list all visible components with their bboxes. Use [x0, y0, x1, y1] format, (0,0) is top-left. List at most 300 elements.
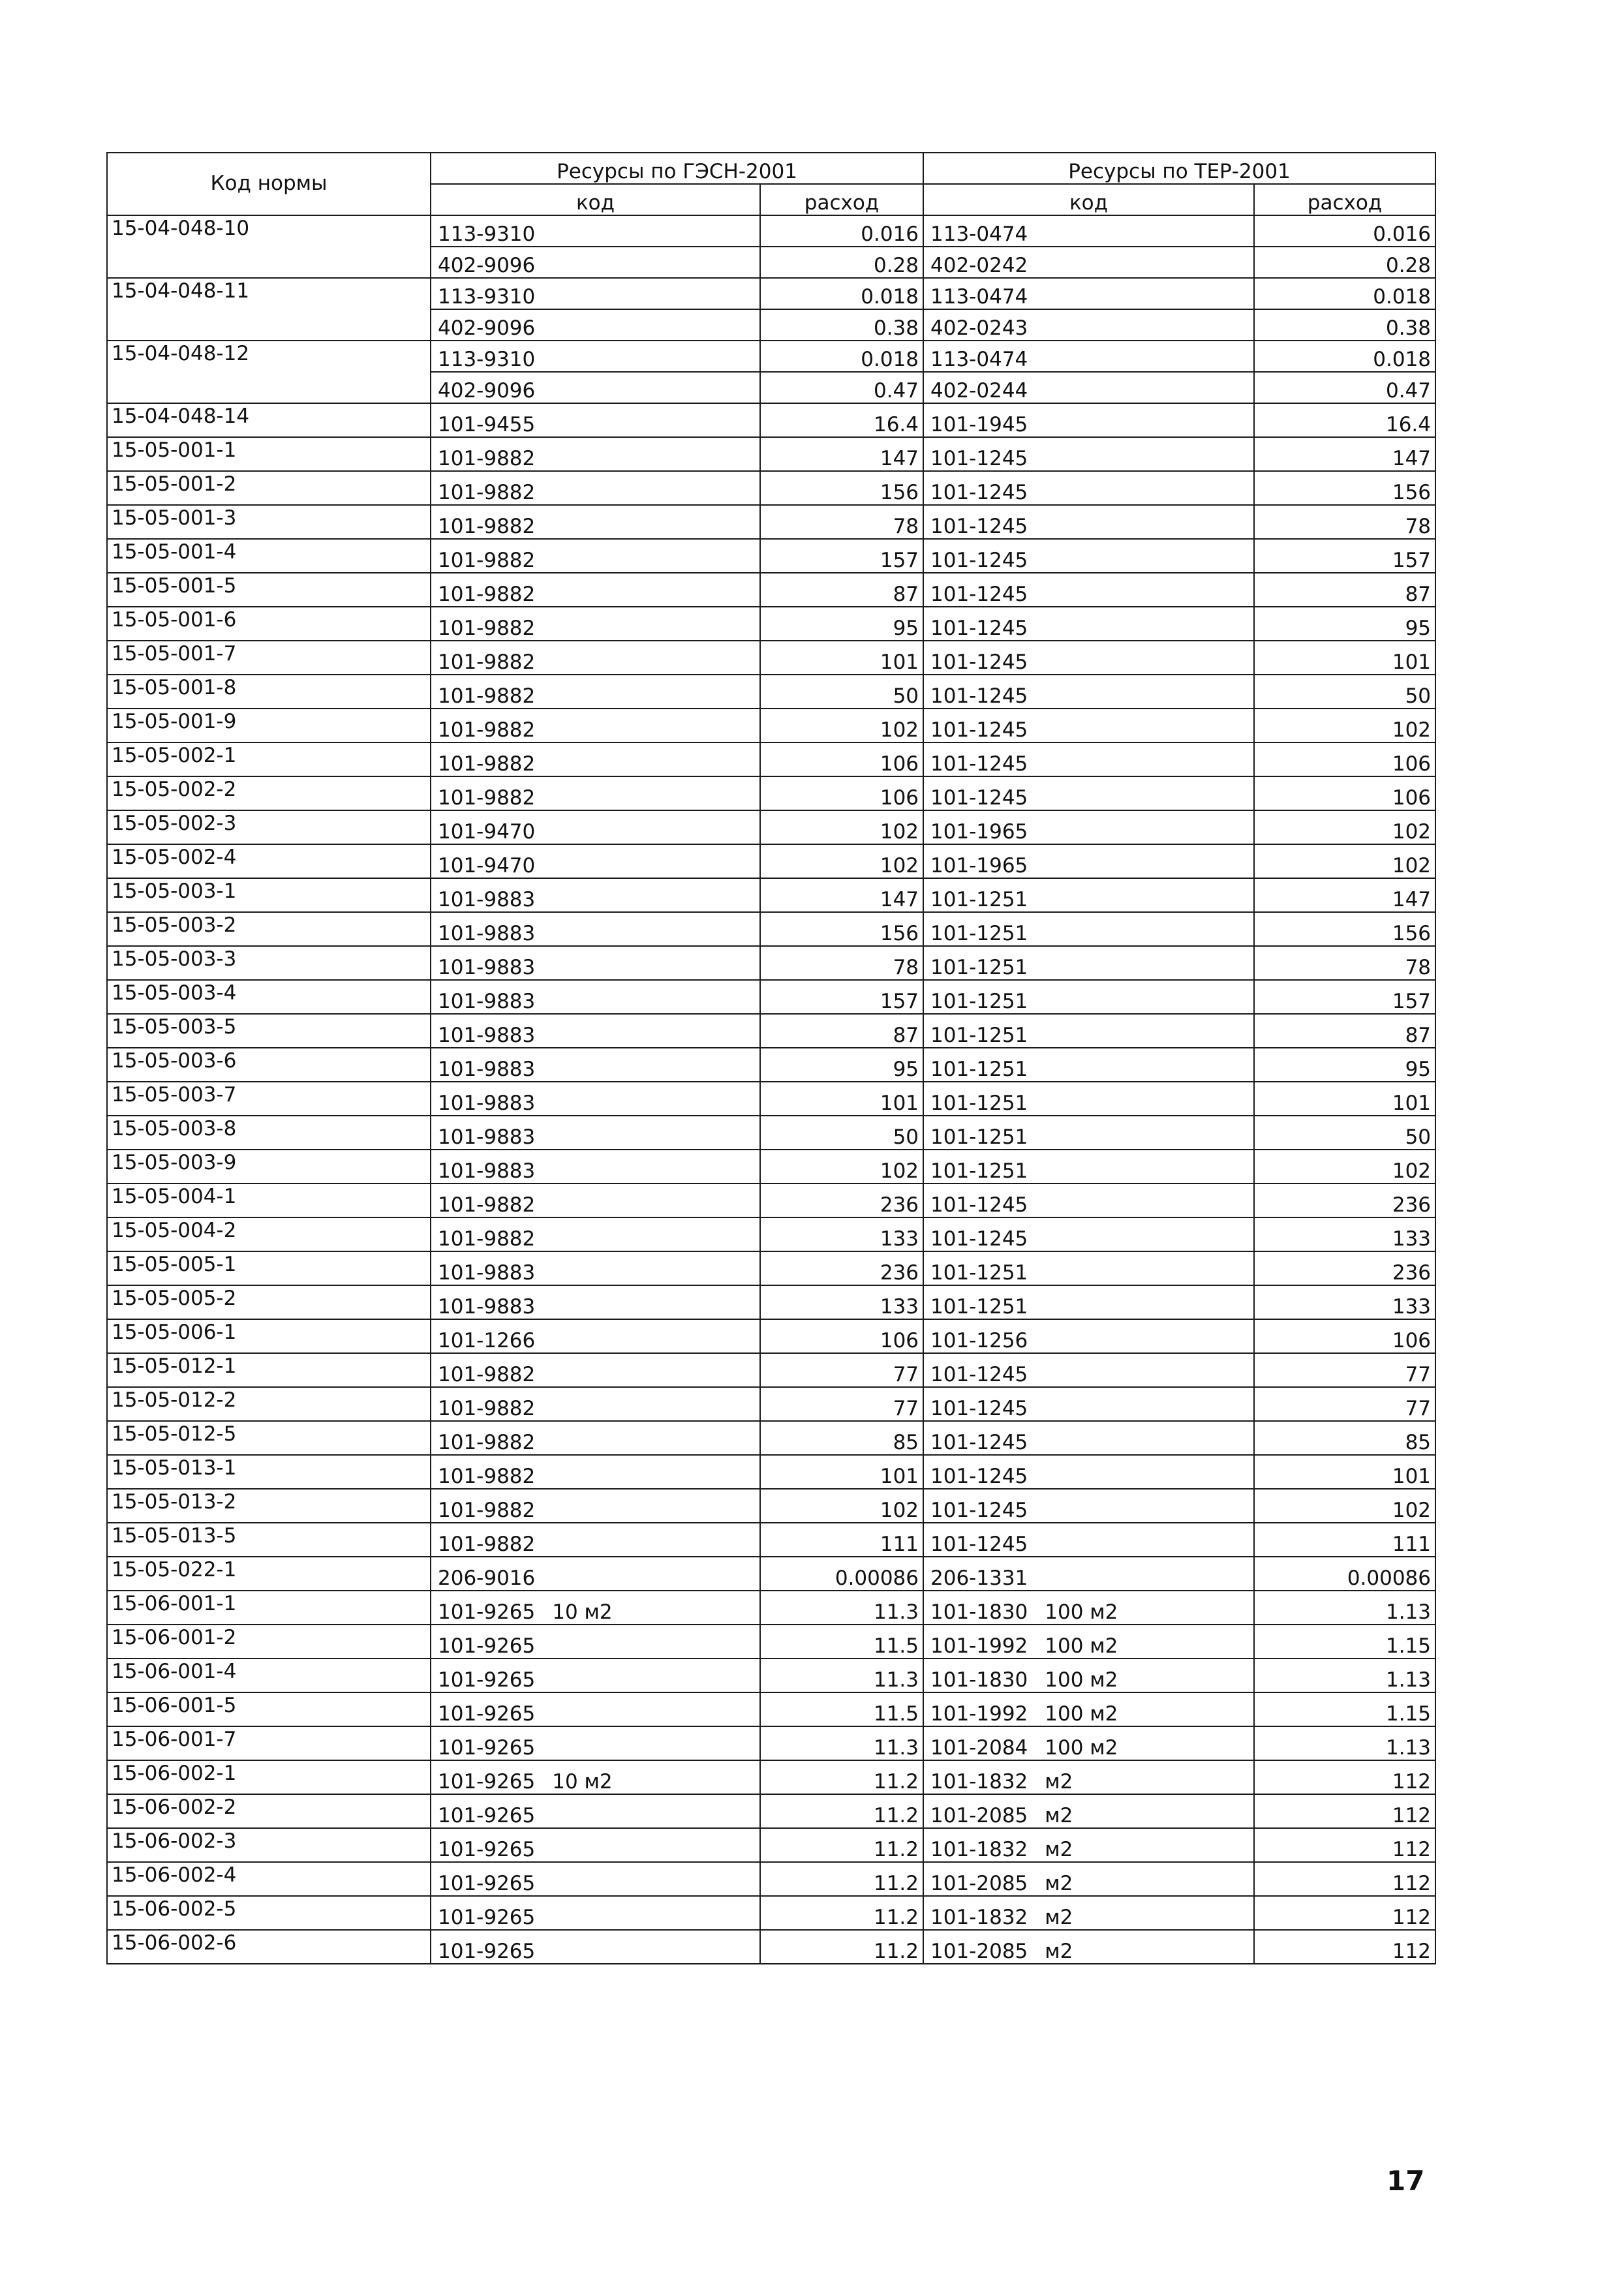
norm-code-cell: 15-05-001-4	[107, 539, 431, 573]
norm-code-cell: 15-06-002-5	[107, 1896, 431, 1930]
gesn-code-cell: 101-9265	[431, 1794, 760, 1828]
norm-code-cell: 15-05-012-5	[107, 1421, 431, 1455]
table-row	[107, 1557, 1435, 1591]
ter-code-cell	[923, 1625, 1254, 1658]
gesn-qty-cell: 0.47	[760, 372, 923, 403]
ter-qty-cell: 112	[1254, 1760, 1435, 1794]
gesn-code-cell: 101-9470	[431, 810, 760, 844]
gesn-qty-cell: 101	[760, 1455, 923, 1489]
ter-qty-cell: 0.018	[1254, 341, 1435, 372]
gesn-code-cell: 101-9883	[431, 1048, 760, 1082]
gesn-code-cell: 101-9882	[431, 1353, 760, 1387]
table-row	[107, 980, 1435, 1014]
ter-qty-cell: 102	[1254, 1150, 1435, 1184]
ter-qty-cell: 102	[1254, 810, 1435, 844]
gesn-qty-cell: 102	[760, 844, 923, 878]
ter-qty-cell: 101	[1254, 1082, 1435, 1116]
table-row	[107, 946, 1435, 980]
norm-code-cell: 15-05-005-2	[107, 1285, 431, 1319]
gesn-code-cell: 101-9882	[431, 641, 760, 675]
ter-unit-cell: м2	[1045, 1838, 1073, 1861]
gesn-qty-cell: 50	[760, 675, 923, 709]
gesn-code-cell: 101-9883	[431, 1014, 760, 1048]
gesn-code-cell: 101-9883	[431, 878, 760, 912]
gesn-qty-cell: 11.5	[760, 1625, 923, 1658]
gesn-qty-cell: 0.018	[760, 278, 923, 309]
ter-qty-cell: 156	[1254, 471, 1435, 505]
ter-code-cell: 101-1245	[923, 742, 1254, 776]
ter-code-cell: 101-1251	[923, 1150, 1254, 1184]
ter-code-cell: 101-1945	[923, 403, 1254, 437]
table-row	[107, 1184, 1435, 1217]
norm-code-cell: 15-05-012-2	[107, 1387, 431, 1421]
table-row	[107, 1591, 1435, 1625]
table-row	[107, 709, 1435, 742]
gesn-qty-cell: 101	[760, 641, 923, 675]
table-row	[107, 1726, 1435, 1760]
norm-code-cell: 15-05-004-1	[107, 1184, 431, 1217]
gesn-qty-cell: 106	[760, 1319, 923, 1353]
norm-code-cell: 15-04-048-14	[107, 403, 431, 437]
table-row	[107, 1082, 1435, 1116]
ter-qty-cell: 50	[1254, 1116, 1435, 1150]
ter-code-cell: 101-1251	[923, 1014, 1254, 1048]
gesn-qty-cell: 0.018	[760, 341, 923, 372]
ter-qty-cell: 156	[1254, 912, 1435, 946]
ter-qty-cell: 106	[1254, 776, 1435, 810]
ter-qty-cell: 106	[1254, 742, 1435, 776]
header-row-top	[107, 153, 1435, 184]
gesn-qty-cell: 50	[760, 1116, 923, 1150]
gesn-qty-cell: 0.28	[760, 247, 923, 278]
gesn-code-cell: 101-9265	[431, 1896, 760, 1930]
ter-code-cell: 101-1245	[923, 437, 1254, 471]
ter-code-cell: 402-0243	[923, 309, 1254, 341]
gesn-code-cell: 101-9883	[431, 1116, 760, 1150]
gesn-qty-cell: 157	[760, 539, 923, 573]
table-row	[107, 1150, 1435, 1184]
ter-code-cell-value: 101-2085	[930, 1940, 1028, 1963]
ter-qty-cell: 112	[1254, 1896, 1435, 1930]
ter-qty-cell: 102	[1254, 844, 1435, 878]
ter-code-cell: 101-1245	[923, 573, 1254, 607]
ter-code-cell: 101-1245	[923, 505, 1254, 539]
ter-qty-cell: 236	[1254, 1251, 1435, 1285]
gesn-qty-cell: 157	[760, 980, 923, 1014]
ter-code-cell	[923, 1896, 1254, 1930]
gesn-code-cell: 101-9882	[431, 776, 760, 810]
gesn-qty-cell: 101	[760, 1082, 923, 1116]
gesn-qty-cell: 236	[760, 1251, 923, 1285]
ter-qty-cell: 112	[1254, 1828, 1435, 1862]
ter-code-cell: 113-0474	[923, 278, 1254, 309]
ter-qty-cell: 95	[1254, 607, 1435, 641]
ter-qty-cell: 112	[1254, 1862, 1435, 1896]
ter-qty-cell: 133	[1254, 1217, 1435, 1251]
gesn-code-cell: 113-9310	[431, 278, 760, 309]
table-row	[107, 912, 1435, 946]
norm-code-cell: 15-06-001-7	[107, 1726, 431, 1760]
gesn-code-cell-value: 101-9265	[438, 1770, 536, 1794]
ter-unit-cell: 100 м2	[1045, 1634, 1118, 1658]
gesn-code-cell-value: 101-9265	[438, 1600, 536, 1624]
ter-code-cell	[923, 1726, 1254, 1760]
ter-unit-cell: м2	[1045, 1872, 1073, 1895]
gesn-qty-cell: 77	[760, 1353, 923, 1387]
ter-code-cell-value: 101-2084	[930, 1736, 1028, 1760]
gesn-qty-cell: 106	[760, 776, 923, 810]
ter-code-cell: 101-1245	[923, 607, 1254, 641]
gesn-qty-cell: 11.3	[760, 1591, 923, 1625]
gesn-code-cell: 101-9265	[431, 1930, 760, 1964]
gesn-code-cell: 101-9470	[431, 844, 760, 878]
ter-qty-cell: 1.13	[1254, 1726, 1435, 1760]
table-row	[107, 1285, 1435, 1319]
gesn-unit-cell: 10 м2	[552, 1600, 613, 1624]
norm-code-cell: 15-04-048-10	[107, 215, 431, 278]
norm-code-cell: 15-05-001-5	[107, 573, 431, 607]
gesn-code-cell: 101-9883	[431, 1150, 760, 1184]
ter-qty-cell: 77	[1254, 1387, 1435, 1421]
gesn-qty-cell: 11.2	[760, 1896, 923, 1930]
norm-code-cell: 15-05-012-1	[107, 1353, 431, 1387]
gesn-qty-cell: 11.3	[760, 1658, 923, 1692]
table-row	[107, 471, 1435, 505]
ter-code-cell: 101-1251	[923, 1048, 1254, 1082]
gesn-qty-cell: 147	[760, 437, 923, 471]
ter-code-cell: 101-1245	[923, 675, 1254, 709]
ter-code-cell: 402-0242	[923, 247, 1254, 278]
table-row	[107, 1421, 1435, 1455]
ter-code-cell	[923, 1658, 1254, 1692]
ter-code-cell: 101-1251	[923, 1082, 1254, 1116]
gesn-code-cell: 101-9265	[431, 1862, 760, 1896]
table-row	[107, 878, 1435, 912]
ter-code-cell: 101-1251	[923, 1116, 1254, 1150]
ter-qty-cell: 111	[1254, 1523, 1435, 1557]
norm-code-cell: 15-05-003-9	[107, 1150, 431, 1184]
norm-code-cell: 15-05-003-5	[107, 1014, 431, 1048]
table-row	[107, 1896, 1435, 1930]
ter-unit-cell: м2	[1045, 1940, 1073, 1963]
ter-qty-cell: 0.28	[1254, 247, 1435, 278]
gesn-code-header: код	[431, 184, 760, 215]
table-row	[107, 641, 1435, 675]
ter-code-cell: 101-1245	[923, 1455, 1254, 1489]
ter-qty-cell: 102	[1254, 709, 1435, 742]
norm-code-cell: 15-06-001-2	[107, 1625, 431, 1658]
table-row	[107, 1930, 1435, 1964]
norm-code-cell: 15-05-013-5	[107, 1523, 431, 1557]
ter-qty-cell: 157	[1254, 539, 1435, 573]
gesn-code-cell	[431, 1591, 760, 1625]
norm-code-cell: 15-05-013-1	[107, 1455, 431, 1489]
ter-code-cell: 101-1245	[923, 1489, 1254, 1523]
ter-qty-cell: 101	[1254, 1455, 1435, 1489]
ter-code-cell: 101-1245	[923, 1421, 1254, 1455]
ter-code-cell: 101-1256	[923, 1319, 1254, 1353]
gesn-code-cell: 113-9310	[431, 341, 760, 372]
ter-code-cell	[923, 1692, 1254, 1726]
norm-code-cell: 15-05-001-2	[107, 471, 431, 505]
norm-code-cell: 15-05-002-1	[107, 742, 431, 776]
table-body	[107, 215, 1435, 1964]
ter-unit-cell: м2	[1045, 1804, 1073, 1827]
ter-qty-cell: 1.13	[1254, 1591, 1435, 1625]
table-row	[107, 742, 1435, 776]
gesn-code-cell: 101-9883	[431, 912, 760, 946]
gesn-code-cell: 101-9455	[431, 403, 760, 437]
gesn-qty-cell: 78	[760, 505, 923, 539]
gesn-code-cell: 113-9310	[431, 215, 760, 247]
table-row	[107, 1828, 1435, 1862]
norm-code-cell: 15-05-022-1	[107, 1557, 431, 1591]
table-row	[107, 1251, 1435, 1285]
ter-code-cell	[923, 1828, 1254, 1862]
gesn-qty-cell: 102	[760, 1489, 923, 1523]
norm-code-cell: 15-05-001-8	[107, 675, 431, 709]
norm-code-cell: 15-05-002-3	[107, 810, 431, 844]
table-row	[107, 1489, 1435, 1523]
gesn-qty-cell: 133	[760, 1285, 923, 1319]
ter-unit-cell: 100 м2	[1045, 1668, 1118, 1692]
norm-code-cell: 15-05-003-4	[107, 980, 431, 1014]
norm-code-cell: 15-06-002-1	[107, 1760, 431, 1794]
gesn-qty-cell: 11.2	[760, 1794, 923, 1828]
norm-code-cell: 15-05-001-9	[107, 709, 431, 742]
gesn-qty-cell: 156	[760, 471, 923, 505]
ter-qty-cell: 50	[1254, 675, 1435, 709]
norm-code-cell: 15-05-003-6	[107, 1048, 431, 1082]
gesn-qty-cell: 111	[760, 1523, 923, 1557]
table-row	[107, 341, 1435, 372]
table-row	[107, 1692, 1435, 1726]
norm-code-cell: 15-05-004-2	[107, 1217, 431, 1251]
gesn-unit-cell: 10 м2	[552, 1770, 613, 1794]
norm-code-cell: 15-06-001-4	[107, 1658, 431, 1692]
norm-code-cell: 15-05-013-2	[107, 1489, 431, 1523]
gesn-code-cell: 101-9265	[431, 1726, 760, 1760]
gesn-qty-cell: 78	[760, 946, 923, 980]
norm-code-cell: 15-05-003-2	[107, 912, 431, 946]
norm-code-cell: 15-06-001-1	[107, 1591, 431, 1625]
ter-code-cell: 101-1245	[923, 1184, 1254, 1217]
gesn-code-cell: 101-9882	[431, 471, 760, 505]
table-row	[107, 278, 1435, 309]
ter-qty-cell: 0.38	[1254, 309, 1435, 341]
gesn-code-cell: 101-1266	[431, 1319, 760, 1353]
gesn-code-cell: 101-9882	[431, 1455, 760, 1489]
table-row	[107, 1794, 1435, 1828]
gesn-qty-cell: 87	[760, 573, 923, 607]
gesn-qty-cell: 11.5	[760, 1692, 923, 1726]
ter-qty-cell: 1.15	[1254, 1625, 1435, 1658]
gesn-qty-cell: 16.4	[760, 403, 923, 437]
ter-qty-cell: 85	[1254, 1421, 1435, 1455]
gesn-code-cell: 101-9265	[431, 1692, 760, 1726]
table-row	[107, 776, 1435, 810]
ter-qty-cell: 1.15	[1254, 1692, 1435, 1726]
gesn-code-cell: 206-9016	[431, 1557, 760, 1591]
ter-code-cell-value: 101-1832	[930, 1838, 1028, 1861]
ter-code-cell: 101-1245	[923, 1353, 1254, 1387]
norm-code-cell: 15-05-003-1	[107, 878, 431, 912]
ter-qty-cell: 236	[1254, 1184, 1435, 1217]
resource-table	[106, 152, 1436, 1964]
ter-qty-cell: 87	[1254, 1014, 1435, 1048]
table-row	[107, 1658, 1435, 1692]
gesn-consumption-header: расход	[760, 184, 923, 215]
ter-code-cell: 206-1331	[923, 1557, 1254, 1591]
table-row	[107, 215, 1435, 247]
gesn-code-cell: 402-9096	[431, 309, 760, 341]
ter-code-cell: 101-1245	[923, 471, 1254, 505]
norm-code-cell: 15-05-001-3	[107, 505, 431, 539]
table-row	[107, 1625, 1435, 1658]
ter-code-cell-value: 101-1830	[930, 1600, 1028, 1624]
ter-code-cell: 101-1245	[923, 1523, 1254, 1557]
ter-qty-cell: 106	[1254, 1319, 1435, 1353]
table-row	[107, 505, 1435, 539]
norm-code-cell: 15-05-001-6	[107, 607, 431, 641]
norm-code-cell: 15-04-048-11	[107, 278, 431, 341]
norm-code-cell: 15-04-048-12	[107, 341, 431, 403]
gesn-qty-cell: 236	[760, 1184, 923, 1217]
gesn-qty-cell: 95	[760, 607, 923, 641]
ter-code-cell: 101-1245	[923, 1387, 1254, 1421]
ter-code-cell	[923, 1794, 1254, 1828]
ter-unit-cell: 100 м2	[1045, 1702, 1118, 1726]
gesn-qty-cell: 77	[760, 1387, 923, 1421]
gesn-qty-cell: 147	[760, 878, 923, 912]
ter-qty-cell: 147	[1254, 878, 1435, 912]
ter-qty-cell: 157	[1254, 980, 1435, 1014]
gesn-qty-cell: 0.38	[760, 309, 923, 341]
ter-qty-cell: 0.018	[1254, 278, 1435, 309]
ter-code-cell-value: 101-2085	[930, 1872, 1028, 1895]
ter-qty-cell: 133	[1254, 1285, 1435, 1319]
ter-qty-cell: 102	[1254, 1489, 1435, 1523]
gesn-code-cell: 402-9096	[431, 372, 760, 403]
norm-code-cell: 15-06-002-3	[107, 1828, 431, 1862]
table-row	[107, 1319, 1435, 1353]
ter-code-cell: 101-1245	[923, 776, 1254, 810]
ter-consumption-header: расход	[1254, 184, 1435, 215]
ter-code-cell	[923, 1760, 1254, 1794]
ter-code-cell-value: 101-1832	[930, 1906, 1028, 1929]
gesn-code-cell	[431, 1760, 760, 1794]
table-row	[107, 844, 1435, 878]
norm-code-cell: 15-06-002-2	[107, 1794, 431, 1828]
ter-code-cell: 101-1251	[923, 1251, 1254, 1285]
gesn-code-cell: 101-9882	[431, 1523, 760, 1557]
ter-code-cell: 101-1251	[923, 912, 1254, 946]
ter-qty-cell: 77	[1254, 1353, 1435, 1387]
gesn-code-cell: 101-9883	[431, 1082, 760, 1116]
gesn-qty-cell: 102	[760, 1150, 923, 1184]
ter-code-cell-value: 101-2085	[930, 1804, 1028, 1827]
norm-code-cell: 15-05-001-1	[107, 437, 431, 471]
ter-code-cell	[923, 1862, 1254, 1896]
ter-qty-cell: 0.47	[1254, 372, 1435, 403]
norm-code-cell: 15-05-003-8	[107, 1116, 431, 1150]
ter-qty-cell: 0.00086	[1254, 1557, 1435, 1591]
ter-resources-header: Ресурсы по ТЕР-2001	[923, 153, 1435, 184]
ter-unit-cell: м2	[1045, 1770, 1073, 1794]
gesn-qty-cell: 85	[760, 1421, 923, 1455]
norm-code-cell: 15-06-002-4	[107, 1862, 431, 1896]
gesn-code-cell: 101-9265	[431, 1828, 760, 1862]
gesn-code-cell: 101-9882	[431, 1217, 760, 1251]
gesn-resources-header: Ресурсы по ГЭСН-2001	[431, 153, 923, 184]
ter-code-cell: 101-1245	[923, 1217, 1254, 1251]
gesn-code-cell: 101-9882	[431, 1184, 760, 1217]
table-row	[107, 1014, 1435, 1048]
ter-code-cell-value: 101-1832	[930, 1770, 1028, 1794]
norm-code-cell: 15-05-003-7	[107, 1082, 431, 1116]
gesn-code-cell: 101-9883	[431, 946, 760, 980]
gesn-qty-cell: 11.3	[760, 1726, 923, 1760]
table-row	[107, 403, 1435, 437]
ter-unit-cell: 100 м2	[1045, 1736, 1118, 1760]
ter-code-cell: 101-1965	[923, 810, 1254, 844]
ter-qty-cell: 78	[1254, 946, 1435, 980]
ter-code-cell: 113-0474	[923, 215, 1254, 247]
norm-code-cell: 15-05-002-4	[107, 844, 431, 878]
table-row	[107, 1048, 1435, 1082]
gesn-qty-cell: 11.2	[760, 1828, 923, 1862]
gesn-code-cell: 101-9882	[431, 539, 760, 573]
gesn-code-cell: 101-9265	[431, 1658, 760, 1692]
gesn-qty-cell: 11.2	[760, 1862, 923, 1896]
gesn-code-cell: 101-9882	[431, 675, 760, 709]
ter-code-cell: 101-1251	[923, 1285, 1254, 1319]
table-row	[107, 573, 1435, 607]
gesn-code-cell: 101-9882	[431, 709, 760, 742]
gesn-qty-cell: 11.2	[760, 1760, 923, 1794]
ter-qty-cell: 87	[1254, 573, 1435, 607]
table-row	[107, 437, 1435, 471]
norm-code-cell: 15-05-001-7	[107, 641, 431, 675]
ter-qty-cell: 112	[1254, 1794, 1435, 1828]
table-row	[107, 1353, 1435, 1387]
table-row	[107, 1217, 1435, 1251]
gesn-code-cell: 101-9882	[431, 573, 760, 607]
gesn-qty-cell: 102	[760, 709, 923, 742]
norm-code-cell: 15-06-001-5	[107, 1692, 431, 1726]
ter-qty-cell: 112	[1254, 1930, 1435, 1964]
gesn-qty-cell: 0.00086	[760, 1557, 923, 1591]
table-row	[107, 675, 1435, 709]
gesn-code-cell: 101-9882	[431, 505, 760, 539]
table-row	[107, 607, 1435, 641]
gesn-code-cell: 402-9096	[431, 247, 760, 278]
ter-qty-cell: 147	[1254, 437, 1435, 471]
ter-code-cell: 101-1251	[923, 980, 1254, 1014]
gesn-qty-cell: 106	[760, 742, 923, 776]
ter-qty-cell: 0.016	[1254, 215, 1435, 247]
page-number: 17	[1387, 2165, 1425, 2197]
gesn-qty-cell: 87	[760, 1014, 923, 1048]
gesn-code-cell: 101-9883	[431, 1285, 760, 1319]
table-row	[107, 539, 1435, 573]
ter-qty-cell: 101	[1254, 641, 1435, 675]
ter-qty-cell: 16.4	[1254, 403, 1435, 437]
table-row	[107, 810, 1435, 844]
gesn-code-cell: 101-9882	[431, 1489, 760, 1523]
ter-code-cell: 101-1245	[923, 641, 1254, 675]
ter-code-cell	[923, 1930, 1254, 1964]
